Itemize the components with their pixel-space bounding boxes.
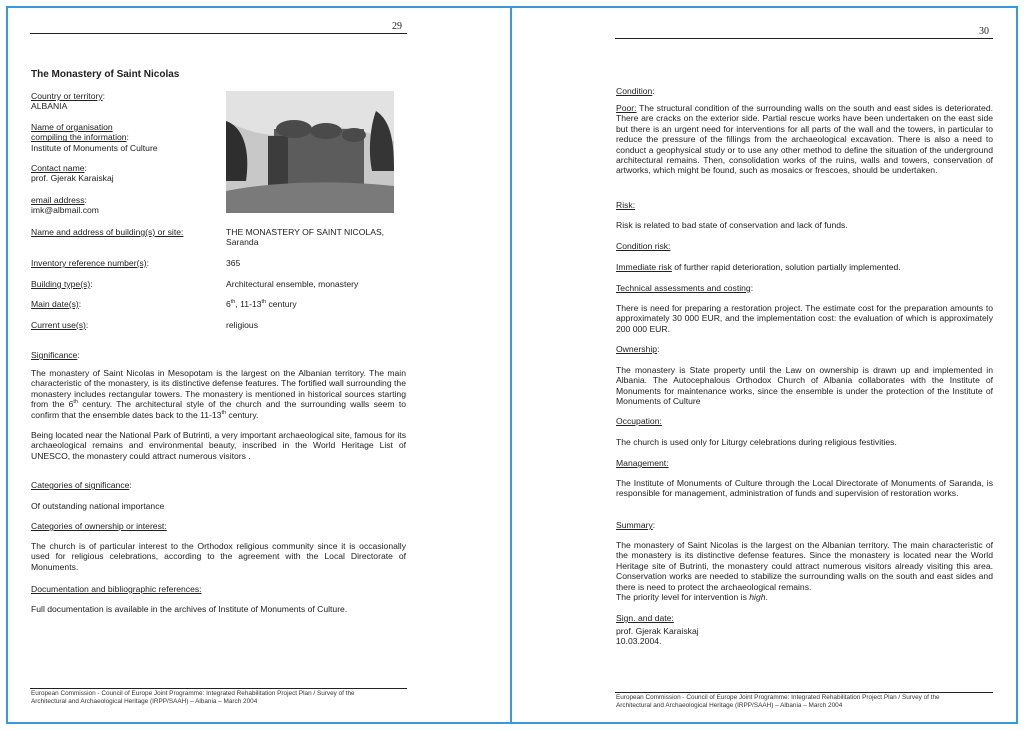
field-label: Main date(s) [31,299,79,309]
section-label: Risk: [616,200,636,210]
header-rule [615,38,993,39]
section-text: The monastery is State property until the Law on ownership is drawn up and implemented in Albania. The Autocephalous Orthodox Church of Albania collaborates with the Institute of Monuments for maintenance works, since the ensemble is under the protection of the Institute of Monuments of Culture [616,365,993,407]
section-label: Documentation and bibliographic references: [31,584,202,594]
significance-paragraph-2: Being located near the National Park of Butrinti, a very important archaeological site, famous for its archaeological remains and environmental beauty, inscribed in the World Heritage List of UNESCO, the monastery could attract numerous visitors . [31,430,406,461]
section-text: The church is used only for Liturgy celebrations during religious festivities. [616,437,897,447]
field-label: email address [31,195,85,205]
page-footer: European Commission - Council of Europe Joint Programme: Integrated Rehabilitation Project Plan / Survey of the Architectural and Archaeological Heritage (IRPP/SAAH) – Albania – March 2004 [31,690,355,705]
field-value: religious [226,320,259,330]
section-text: The church is of particular interest to the Orthodox religious community since it is occasionally used for religious celebrations, according to the agreement with the Local Directorate of Monuments. [31,541,406,572]
field-value: ALBANIA [31,101,68,112]
field-label: Current use(s) [31,320,86,330]
field-value: Institute of Monuments of Culture [31,142,158,153]
page-title: The Monastery of Saint Nicolas [31,69,180,80]
section-label: Occupation: [616,416,662,426]
page-footer: European Commission - Council of Europe Joint Programme: Integrated Rehabilitation Project Plan / Survey of the Architectural and Archaeological Heritage (IRPP/SAAH) – Albania – March 2004 [616,694,940,709]
section-label: Management: [616,458,669,468]
footer-rule [30,688,407,689]
section-text: Immediate risk of further rapid deterioration, solution partially implemented. [616,262,901,272]
section-label: Categories of ownership or interest: [31,521,167,531]
section-label: Condition [616,86,653,96]
section-label: Ownership [616,344,658,354]
significance-paragraph: The monastery of Saint Nicolas in Mesopotam is the largest on the Albanian territory. The main characteristic of the monastery, is its distinctive defense features. The fortified wall surrounding the monastery includes rectangular towers. The monastery is mentioned in historical sources starting from the 6th century. The architectural style of the church and the surrounding walls seem to confirm that the ensemble dates back to the 11-13th century. [31,368,406,420]
field-label: compiling the information [31,132,127,143]
section-label: Sign. and date: [616,613,674,623]
monastery-photo [226,91,394,213]
field-value: 6th, 11-13th century [226,299,297,309]
page-number: 30 [979,26,989,37]
footer-rule [615,692,993,693]
section-text: Of outstanding national importance [31,501,165,511]
field-value: 365 [226,258,241,268]
field-label: Contact name [31,163,85,173]
field-value: imk@albmail.com [31,205,99,216]
section-text: The Institute of Monuments of Culture through the Local Directorate of Monuments of Saranda, is responsible for management, administration of funds and supervision of restoration works. [616,478,993,499]
condition-paragraph: Poor: The structural condition of the surrounding walls on the south and east sides is deteriorated. There are cracks on the exterior side. Partial rescue works have been undertaken on the east side but there is an urgent need for interventions for all parts of the wall and the towers, in particular to reduce the pressure of the fillings from the archaeological excavation. There is also a need to conduct a geophysical study or to use any other method to define the situation of the underground architectural remains. Then, consolidation works of the ruins, walls and towers, conservation of artworks, which might be found, such as mosaics or frescoes, should be undertaken. [616,103,993,176]
field-label: Name and address of building(s) or site: [31,227,184,237]
field-value: Architectural ensemble, monastery [226,279,359,289]
signature-block: prof. Gjerak Karaiskaj 10.03.2004. [616,626,699,647]
page-divider [510,6,512,724]
section-label: Technical assessments and costing [616,283,751,293]
field-value: THE MONASTERY OF SAINT NICOLAS, [226,227,385,237]
section-label: Condition risk: [616,241,671,251]
section-text: Risk is related to bad state of conservation and lack of funds. [616,220,848,230]
field-label: Inventory reference number(s) [31,258,147,268]
header-rule [30,33,407,34]
field-label: Name of organisation [31,122,113,132]
section-label: Significance [31,350,78,360]
summary-paragraph: The monastery of Saint Nicolas is the largest on the Albanian territory. The main characteristic of the monastery is its distinctive defense features. Since the monastery is located near the World Heritage site of Butrinti, the monastery could attract numerous visitors already visiting this area. Conservation works are needed to stabilize the surrounding walls on the south and east sides and there is need to protect the archaeological remains. The priority level for intervention is high. [616,540,993,603]
section-text: There is need for preparing a restoration project. The estimate cost for the preparation amounts to approximately 30 000 EUR, and the implementation cost: the evaluation of which is approximately 200 000 EUR. [616,303,993,334]
field-value: Saranda [226,237,259,248]
field-value: prof. Gjerak Karaiskaj [31,173,114,184]
page-number: 29 [392,21,402,32]
section-label: Summary [616,520,653,530]
field-label: Building type(s) [31,279,91,289]
section-label: Categories of significance [31,480,130,490]
field-label: Country or territory [31,91,103,101]
section-text: Full documentation is available in the archives of Institute of Monuments of Culture. [31,604,348,614]
